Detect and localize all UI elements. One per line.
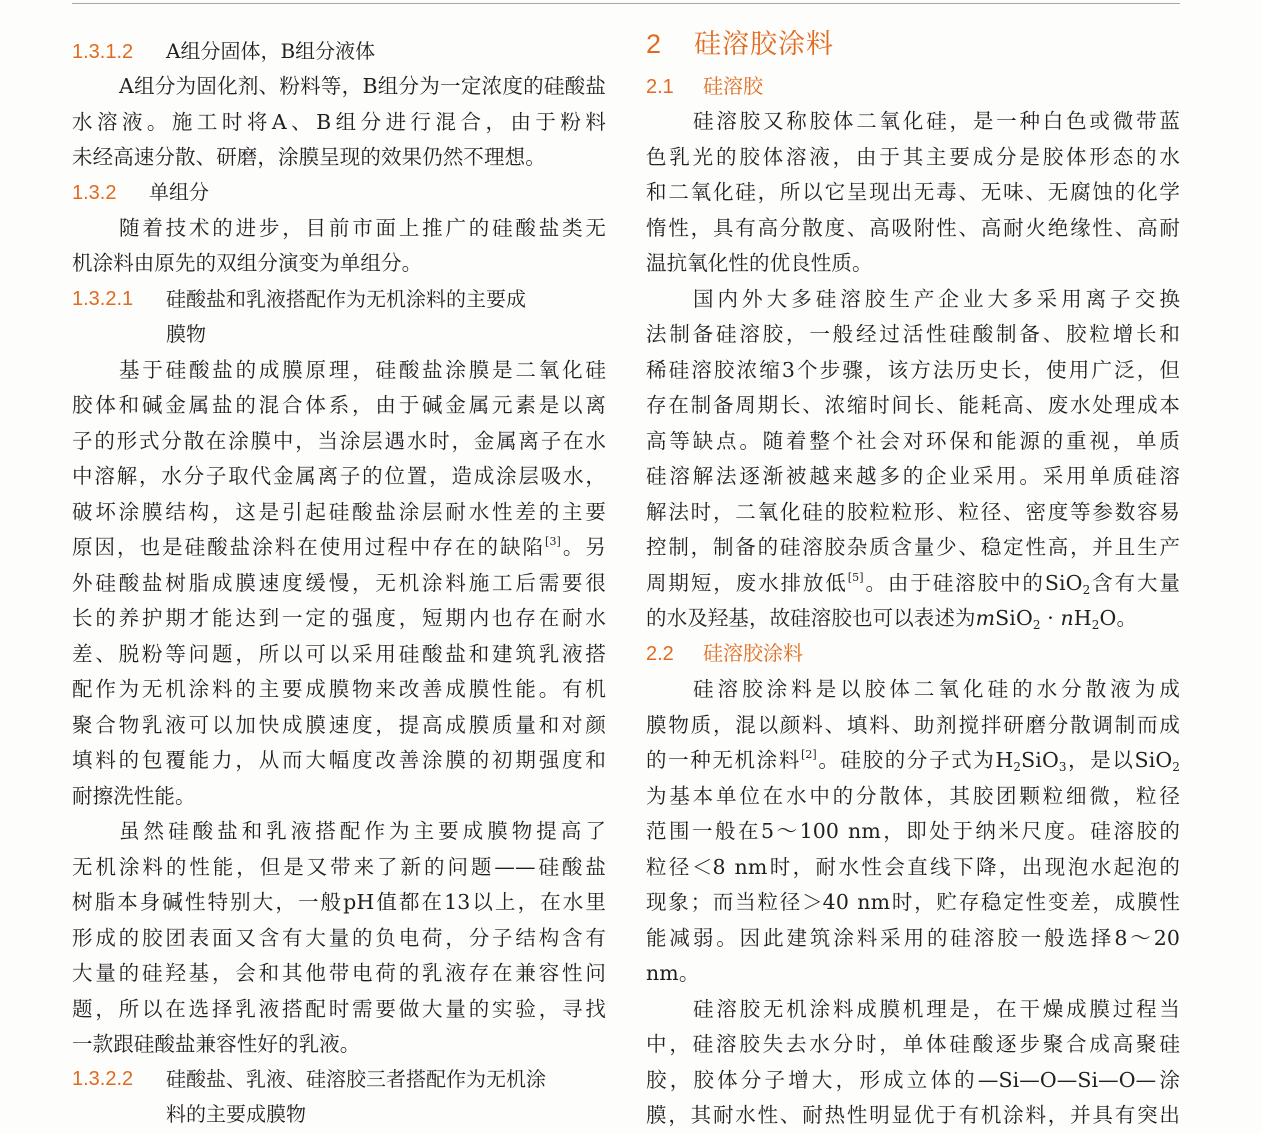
citation: [5] bbox=[847, 571, 864, 584]
paragraph-line: 破坏涂膜结构，这是引起硅酸盐涂层耐水性差的主要 bbox=[72, 500, 606, 524]
paragraph-line: 长的养护期才能达到一定的强度，短期内也存在耐水 bbox=[72, 606, 606, 630]
section-title-line1: 硅酸盐、乳液、硅溶胶三者搭配作为无机涂 bbox=[166, 1067, 546, 1091]
section-number: 2 bbox=[646, 29, 663, 59]
paragraph-line: 题，所以在选择乳液搭配时需要做大量的实验，寻找 bbox=[72, 997, 606, 1021]
paragraph-line: 硅溶胶又称胶体二氧化硅，是一种白色或微带蓝 bbox=[693, 109, 1180, 133]
paragraph-line: 耐擦洗性能。 bbox=[72, 784, 196, 808]
section-number: 1.3.1.2 bbox=[72, 41, 134, 63]
paragraph-line: 的水及羟基，故硅溶胶也可以表述为mSiO$_2$ · $nH_2O$。 bbox=[646, 606, 1138, 632]
heading-2 bbox=[646, 24, 1180, 65]
header-rule bbox=[72, 3, 1180, 4]
paragraph-line: 虽然硅酸盐和乳液搭配作为主要成膜物提高了 bbox=[119, 819, 606, 843]
section-title: 单组分 bbox=[149, 180, 209, 204]
heading-1-3-2 bbox=[72, 175, 606, 212]
paragraph-line: 色乳光的胶体溶液，由于其主要成分是胶体形态的水 bbox=[646, 145, 1180, 169]
paragraph-line: 范围一般在5～100 nm，即处于纳米尺度。硅溶胶的 bbox=[646, 819, 1180, 843]
paragraph-line: 中溶解，水分子取代金属离子的位置，造成涂层吸水， bbox=[72, 464, 606, 488]
paragraph-line: 硅溶解法逐渐被越来越多的企业采用。采用单质硅溶 bbox=[646, 464, 1180, 488]
paragraph-line: 法制备硅溶胶，一般经过活性硅酸制备、胶粒增长和 bbox=[646, 322, 1180, 346]
paragraph-line: 硅溶胶无机涂料成膜机理是，在干燥成膜过程当 bbox=[693, 997, 1180, 1021]
section-title: 硅溶胶涂料 bbox=[703, 641, 803, 665]
paragraph-line: 差、脱粉等问题，所以可以采用硅酸盐和建筑乳液搭 bbox=[72, 642, 606, 666]
paragraph-line: 胶体和碱金属盐的混合体系，由于碱金属元素是以离 bbox=[72, 393, 606, 417]
heading-1-3-2-1-cont bbox=[72, 317, 606, 353]
heading-1-3-2-2 bbox=[72, 1062, 606, 1098]
paragraph-line: 大量的硅羟基，会和其他带电荷的乳液存在兼容性问 bbox=[72, 961, 606, 985]
paragraph-line: 机涂料由原先的双组分演变为单组分。 bbox=[72, 251, 423, 275]
paragraph-line: 一款跟硅酸盐兼容性好的乳液。 bbox=[72, 1032, 361, 1056]
section-title: A组分固体，B组分液体 bbox=[166, 39, 376, 63]
heading-2-2 bbox=[646, 636, 1180, 673]
paragraph-line: 中，硅溶胶失去水分时，单体硅酸逐步聚合成高聚硅 bbox=[646, 1032, 1180, 1056]
section-number: 2.1 bbox=[646, 76, 674, 98]
paragraph-line: 周期短，废水排放低[5]。由于硅溶胶中的SiO$_2$含有大量 bbox=[646, 571, 1180, 597]
paragraph-line: 存在制备周期长、浓缩时间长、能耗高、废水处理成本 bbox=[646, 393, 1180, 417]
paragraph-line: 填料的包覆能力，从而大幅度改善涂膜的初期强度和 bbox=[72, 748, 606, 772]
paragraph-line: 粒径＜8 nm时，耐水性会直线下降，出现泡水起泡的 bbox=[646, 855, 1180, 879]
paragraph-line: 膜物质，混以颜料、填料、助剂搅拌研磨分散调制而成 bbox=[646, 713, 1180, 737]
section-number: 1.3.2.2 bbox=[72, 1068, 134, 1090]
paragraph-line: 稀硅溶胶浓缩3个步骤，该方法历史长，使用广泛，但 bbox=[646, 358, 1180, 382]
paragraph-line: 树脂本身碱性特别大，一般pH值都在13以上，在水里 bbox=[72, 890, 606, 914]
paragraph-line: nm。 bbox=[646, 961, 700, 985]
paragraph-line: 聚合物乳液可以加快成膜速度，提高成膜质量和对颜 bbox=[72, 713, 606, 737]
heading-1-3-2-1 bbox=[72, 282, 606, 318]
paragraph-line: 原因，也是硅酸盐涂料在使用过程中存在的缺陷[3]。另 bbox=[72, 535, 606, 559]
paragraph-line: 高等缺点。随着整个社会对环保和能源的重视，单质 bbox=[646, 429, 1180, 453]
paragraph-line: 未经高速分散、研磨，涂膜呈现的效果仍然不理想。 bbox=[72, 145, 546, 169]
section-title-line1: 硅酸盐和乳液搭配作为无机涂料的主要成 bbox=[166, 287, 526, 311]
section-number: 2.2 bbox=[646, 643, 674, 665]
citation: [2] bbox=[800, 748, 817, 761]
section-title: 硅溶胶 bbox=[703, 74, 763, 98]
paragraph-line: 为基本单位在水中的分散体，其胶团颗粒细微，粒径 bbox=[646, 784, 1180, 808]
paragraph-line: 胶，胶体分子增大，形成立体的—Si—O—Si—O—涂 bbox=[646, 1068, 1180, 1092]
paragraph-line: 控制，制备的硅溶胶杂质含量少、稳定性高，并且生产 bbox=[646, 535, 1180, 559]
heading-1-3-2-2-cont bbox=[72, 1097, 606, 1133]
paragraph-line: 能减弱。因此建筑涂料采用的硅溶胶一般选择8～20 bbox=[646, 926, 1180, 950]
section-number: 1.3.2.1 bbox=[72, 288, 134, 310]
paragraph-line: 外硅酸盐树脂成膜速度缓慢，无机涂料施工后需要很 bbox=[72, 571, 606, 595]
paragraph-line: 基于硅酸盐的成膜原理，硅酸盐涂膜是二氧化硅 bbox=[119, 358, 606, 382]
section-title-line2: 料的主要成膜物 bbox=[166, 1102, 306, 1126]
heading-1-3-1-2 bbox=[72, 34, 606, 71]
citation: [3] bbox=[545, 535, 561, 548]
paragraph-line: 解法时，二氧化硅的胶粒粒形、粒径、密度等参数容易 bbox=[646, 500, 1180, 524]
paragraph-line: 的一种无机涂料[2]。硅胶的分子式为$H_2SiO_3$，是以SiO$_2$ bbox=[646, 748, 1181, 774]
paragraph-line: 温抗氧化性的优良性质。 bbox=[646, 251, 873, 275]
paragraph-line: 硅溶胶涂料是以胶体二氧化硅的水分散液为成 bbox=[693, 677, 1180, 701]
paragraph: 随着技术的进步，目前市面上推广的硅酸盐类无 bbox=[119, 216, 606, 240]
section-number: 1.3.2 bbox=[72, 182, 117, 204]
paragraph-line: 国内外大多硅溶胶生产企业大多采用离子交换 bbox=[693, 287, 1180, 311]
heading-2-1 bbox=[646, 69, 1180, 106]
section-title-line2: 膜物 bbox=[166, 322, 206, 346]
section-title: 硅溶胶涂料 bbox=[694, 29, 834, 60]
paragraph-line: 现象；而当粒径＞40 nm时，贮存稳定性变差，成膜性 bbox=[646, 890, 1180, 914]
paragraph-line: 和二氧化硅，所以它呈现出无毒、无味、无腐蚀的化学 bbox=[646, 180, 1180, 204]
paragraph-line: 子的形式分散在涂膜中，当涂层遇水时，金属离子在水 bbox=[72, 429, 606, 453]
paragraph-line: 惰性，具有高分散度、高吸附性、高耐火绝缘性、高耐 bbox=[646, 216, 1180, 240]
paragraph-line: 无机涂料的性能，但是又带来了新的问题——硅酸盐 bbox=[72, 855, 606, 879]
paragraph-line: 形成的胶团表面又含有大量的负电荷，分子结构含有 bbox=[72, 926, 606, 950]
paragraph-line: 膜，其耐水性、耐热性明显优于有机涂料，并具有突出 bbox=[646, 1103, 1180, 1127]
paragraph-line: 配作为无机涂料的主要成膜物来改善成膜性能。有机 bbox=[72, 677, 606, 701]
paragraph: A组分为固化剂、粉料等，B组分为一定浓度的硅酸盐水溶液。施工时将A、B组分进行混合，由于粉料 bbox=[72, 74, 606, 134]
